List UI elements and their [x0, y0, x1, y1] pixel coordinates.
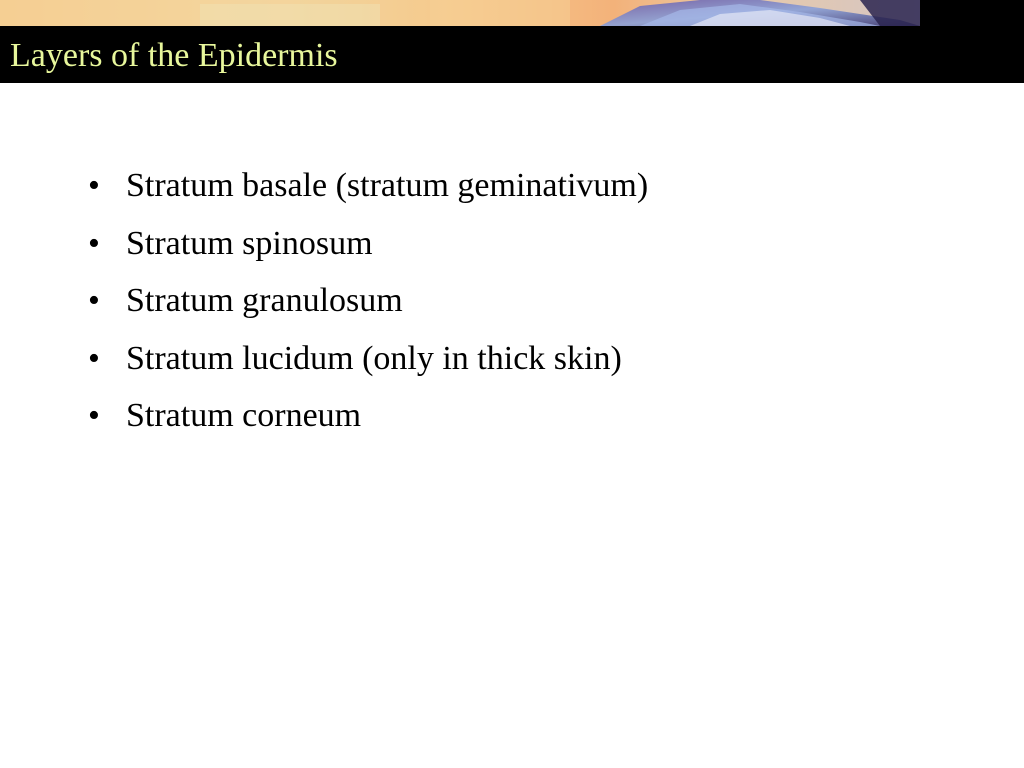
list-item: [88, 161, 648, 219]
list-item-text: Stratum basale (stratum geminativum): [126, 167, 649, 204]
list-item: [88, 391, 648, 449]
bullet-icon: •: [88, 167, 100, 204]
list-item-text: Stratum lucidum (only in thick skin): [126, 339, 622, 377]
title-bar: [0, 26, 1024, 83]
bullet-icon: •: [88, 224, 100, 262]
list-item-text: Stratum spinosum: [126, 224, 373, 262]
list-item: [88, 334, 648, 392]
bullet-icon: •: [88, 397, 100, 434]
list-item-text: Stratum corneum: [126, 397, 362, 434]
list-item-text: Stratum granulosum: [126, 282, 403, 319]
slide-title: Layers of the Epidermis: [10, 37, 338, 74]
decorative-header-image: [0, 0, 1024, 26]
bullet-icon: •: [88, 339, 100, 377]
list-item: [88, 276, 648, 334]
bullet-icon: •: [88, 282, 100, 319]
decorative-header-graphic: [0, 0, 1024, 26]
list-item: [88, 219, 648, 277]
bullet-list: [88, 161, 648, 449]
